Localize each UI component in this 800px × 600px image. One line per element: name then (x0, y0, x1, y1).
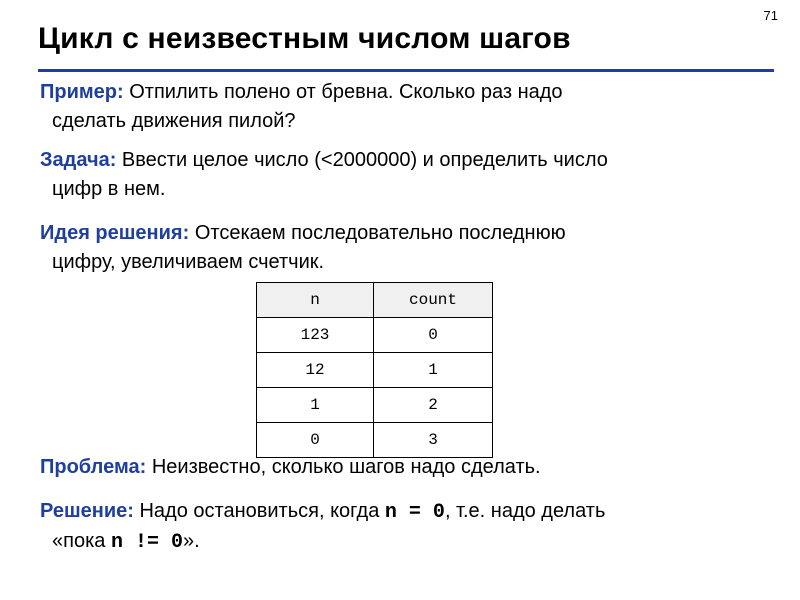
title-underline (38, 69, 774, 72)
table-cell-n: 12 (257, 353, 374, 388)
table-row (257, 388, 493, 423)
example-text-line2: сделать движения пилой? (52, 110, 296, 132)
page-number: 71 (763, 8, 778, 23)
problem-paragraph (40, 453, 760, 482)
table-cell-n: 123 (257, 318, 374, 353)
solution-text-2: , т.е. надо делать (444, 500, 606, 522)
slide-title: Цикл с неизвестным числом шагов (38, 22, 571, 55)
table-cell-n: 1 (257, 388, 374, 423)
table-cell-count: 2 (374, 388, 493, 423)
table-header-n: n (257, 283, 374, 318)
solution-lead: Решение: (40, 500, 134, 522)
table-header-count: count (374, 283, 493, 318)
problem-lead: Проблема: (40, 456, 147, 478)
table-cell-count: 1 (374, 353, 493, 388)
task-paragraph (40, 146, 760, 204)
solution-line2 (40, 527, 760, 557)
idea-lead: Идея решения: (40, 222, 190, 244)
solution-code-n-equals-zero: n = 0 (384, 501, 445, 524)
task-text-line1: Ввести целое число (<2000000) и определить число (116, 149, 608, 171)
idea-text-line1: Отсекаем последовательно последнюю (189, 222, 566, 244)
table-header-row (257, 283, 493, 318)
solution-text-4: ». (182, 530, 200, 552)
task-text-line2: цифр в нем. (52, 178, 166, 200)
solution-text-1: Надо остановиться, когда (133, 500, 385, 522)
table-cell-count: 0 (374, 318, 493, 353)
table-cell-n: 0 (257, 423, 374, 458)
example-lead: Пример: (40, 81, 124, 103)
solution-paragraph (40, 497, 760, 557)
idea-text-line2: цифру, увеличиваем счетчик. (52, 251, 325, 273)
table-cell-count: 3 (374, 423, 493, 458)
trace-table (256, 282, 493, 458)
solution-text-3: «пока (52, 530, 111, 552)
solution-code-n-not-zero: n != 0 (110, 531, 183, 554)
task-lead: Задача: (40, 149, 117, 171)
table-row (257, 353, 493, 388)
example-paragraph (40, 78, 760, 136)
problem-text: Неизвестно, сколько шагов надо сделать. (146, 456, 541, 478)
example-text-line1: Отпилить полено от бревна. Сколько раз надо (123, 81, 563, 103)
table-row (257, 318, 493, 353)
idea-paragraph (40, 219, 760, 277)
